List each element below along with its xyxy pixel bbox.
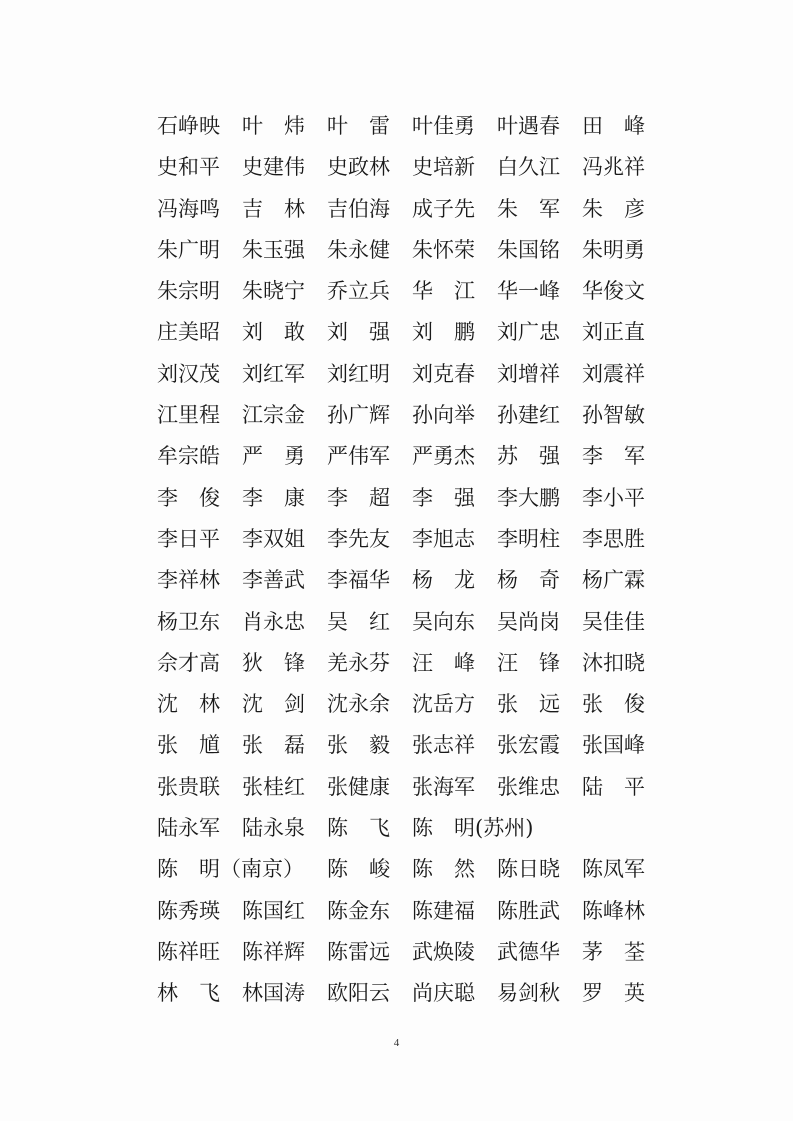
name-entry: 陈雷远 (327, 939, 390, 964)
name-row (157, 891, 657, 932)
name-entry: 成子先 (412, 196, 475, 221)
name-entry: 易剑秋 (497, 981, 560, 1006)
name-entry: 吴佳佳 (582, 609, 645, 634)
name-entry: 张 毅 (327, 733, 390, 758)
name-entry: 朱永健 (327, 237, 390, 262)
name-row (157, 684, 657, 725)
name-entry: 陆永军 (157, 816, 220, 841)
name-entry: 田 峰 (582, 114, 645, 138)
name-row (157, 973, 657, 1014)
name-entry: 江里程 (157, 403, 220, 428)
name-entry: 朱 军 (497, 196, 560, 221)
name-entry: 苏 强 (497, 444, 560, 469)
name-row (157, 849, 657, 890)
name-entry: 李善武 (242, 568, 305, 593)
name-entry: 华俊文 (582, 279, 645, 304)
name-row (157, 312, 657, 353)
name-entry: 陈国红 (242, 898, 305, 923)
name-entry: 刘 鹏 (412, 320, 475, 345)
name-row (157, 767, 657, 808)
name-entry: 牟宗皓 (157, 444, 220, 469)
name-row (157, 602, 657, 643)
name-entry: 朱宗明 (157, 279, 220, 304)
name-entry: 李明柱 (497, 526, 560, 551)
name-entry: 朱明勇 (582, 237, 645, 262)
name-entry: 史建伟 (242, 155, 305, 180)
name-entry: 佘才高 (157, 650, 220, 675)
name-entry: 史政林 (327, 155, 390, 180)
name-entry: 陈凤军 (582, 857, 645, 882)
name-entry: 张 磊 (242, 733, 305, 758)
name-entry: 陆 平 (582, 774, 645, 799)
name-entry: 沐扣晓 (582, 650, 645, 675)
name-entry: 刘克春 (412, 361, 475, 386)
name-entry: 汪 峰 (412, 650, 475, 675)
name-entry: 武焕陵 (412, 939, 475, 964)
name-entry: 杨广霖 (582, 568, 645, 593)
name-entry: 张宏霞 (497, 733, 560, 758)
name-entry: 冯海鸣 (157, 196, 220, 221)
name-row (157, 932, 657, 973)
name-entry: 叶 雷 (327, 114, 390, 138)
name-entry: 朱晓宁 (242, 279, 305, 304)
name-entry: 石峥映 (157, 114, 220, 138)
name-row (157, 189, 657, 230)
name-entry: 朱玉强 (242, 237, 305, 262)
name-entry: 林 飞 (157, 981, 220, 1006)
name-row (157, 478, 657, 519)
name-entry: 杨 龙 (412, 568, 475, 593)
name-entry: 朱 彦 (582, 196, 645, 221)
name-row (157, 519, 657, 560)
name-row (157, 106, 657, 147)
name-entry: 叶遇春 (497, 114, 560, 138)
name-entry: 张桂红 (242, 774, 305, 799)
name-entry: 刘正直 (582, 320, 645, 345)
name-entry: 刘震祥 (582, 361, 645, 386)
name-entry: 吴尚岗 (497, 609, 560, 634)
name-entry: 沈岳方 (412, 692, 475, 717)
name-entry: 史和平 (157, 155, 220, 180)
name-entry: 陈 明(苏州) (412, 816, 534, 841)
name-entry: 李 康 (242, 485, 305, 510)
name-entry: 林国涛 (242, 981, 305, 1006)
name-entry: 陈祥旺 (157, 939, 220, 964)
name-entry: 吉 林 (242, 196, 305, 221)
name-entry: 张 馗 (157, 733, 220, 758)
name-entry: 陈 然 (412, 857, 475, 882)
name-entry: 杨卫东 (157, 609, 220, 634)
name-entry: 罗 英 (582, 981, 645, 1006)
name-entry: 吴 红 (327, 609, 390, 634)
name-entry: 陈峰林 (582, 898, 645, 923)
name-entry: 李福华 (327, 568, 390, 593)
name-entry: 陈 飞 (327, 816, 390, 841)
name-entry: 李 强 (412, 485, 475, 510)
name-entry: 张贵联 (157, 774, 220, 799)
name-entry: 沈 林 (157, 692, 220, 717)
name-row (157, 725, 657, 766)
name-entry: 羌永芬 (327, 650, 390, 675)
name-entry: 李思胜 (582, 526, 645, 551)
name-entry: 刘 强 (327, 320, 390, 345)
name-entry: 陈 明（南京） (157, 857, 304, 882)
name-entry: 陈建福 (412, 898, 475, 923)
name-entry: 严 勇 (242, 444, 305, 469)
name-entry: 茅 荃 (582, 939, 645, 964)
name-entry: 孙向举 (412, 403, 475, 428)
name-entry: 张健康 (327, 774, 390, 799)
name-entry: 张海军 (412, 774, 475, 799)
name-entry: 陈金东 (327, 898, 390, 923)
name-entry: 严伟军 (327, 444, 390, 469)
name-row (157, 560, 657, 601)
name-entry: 李旭志 (412, 526, 475, 551)
name-entry: 刘增祥 (497, 361, 560, 386)
name-entry: 刘汉茂 (157, 361, 220, 386)
name-entry: 庄美昭 (157, 320, 220, 345)
name-row (157, 395, 657, 436)
page-number: 4 (393, 1037, 400, 1049)
name-entry: 陈胜武 (497, 898, 560, 923)
name-entry: 吉伯海 (327, 196, 390, 221)
name-entry: 白久江 (497, 155, 560, 180)
name-row (157, 230, 657, 271)
name-entry: 乔立兵 (327, 279, 390, 304)
name-entry: 孙广辉 (327, 403, 390, 428)
name-entry: 李双姐 (242, 526, 305, 551)
name-entry: 刘红军 (242, 361, 305, 386)
name-entry: 刘 敢 (242, 320, 305, 345)
name-entry: 李 军 (582, 444, 645, 469)
name-entry: 吴向东 (412, 609, 475, 634)
name-entry: 张 俊 (582, 692, 645, 717)
name-entry: 朱怀荣 (412, 237, 475, 262)
name-entry: 陆永泉 (242, 816, 305, 841)
name-entry: 李小平 (582, 485, 645, 510)
name-row (157, 147, 657, 188)
name-entry: 李先友 (327, 526, 390, 551)
name-entry: 李 超 (327, 485, 390, 510)
name-entry: 李大鹏 (497, 485, 560, 510)
name-entry: 欧阳云 (327, 981, 390, 1006)
name-entry: 李 俊 (157, 485, 220, 510)
name-row (157, 436, 657, 477)
name-entry: 陈秀瑛 (157, 898, 220, 923)
name-entry: 朱广明 (157, 237, 220, 262)
name-entry: 华一峰 (497, 279, 560, 304)
name-entry: 刘广忠 (497, 320, 560, 345)
name-row (157, 354, 657, 395)
name-entry: 汪 锋 (497, 650, 560, 675)
name-entry: 陈 峻 (327, 857, 390, 882)
name-list (157, 106, 657, 1015)
name-entry: 叶 炜 (242, 114, 305, 138)
name-entry: 沈 剑 (242, 692, 305, 717)
name-entry: 华 江 (412, 279, 475, 304)
name-row (157, 271, 657, 312)
name-entry: 朱国铭 (497, 237, 560, 262)
name-entry: 张国峰 (582, 733, 645, 758)
name-entry: 尚庆聪 (412, 981, 475, 1006)
name-entry: 冯兆祥 (582, 155, 645, 180)
name-entry: 狄 锋 (242, 650, 305, 675)
name-entry: 陈日晓 (497, 857, 560, 882)
name-entry: 孙建红 (497, 403, 560, 428)
name-entry: 杨 奇 (497, 568, 560, 593)
name-entry: 张志祥 (412, 733, 475, 758)
name-entry: 沈永余 (327, 692, 390, 717)
name-entry: 史培新 (412, 155, 475, 180)
name-entry: 李祥林 (157, 568, 220, 593)
name-entry: 武德华 (497, 939, 560, 964)
name-entry: 李日平 (157, 526, 220, 551)
name-entry: 严勇杰 (412, 444, 475, 469)
name-entry: 江宗金 (242, 403, 305, 428)
name-entry: 肖永忠 (242, 609, 305, 634)
name-entry: 张 远 (497, 692, 560, 717)
name-entry: 叶佳勇 (412, 114, 475, 138)
name-entry: 陈祥辉 (242, 939, 305, 964)
name-row (157, 808, 657, 849)
name-row (157, 643, 657, 684)
name-entry: 张维忠 (497, 774, 560, 799)
name-entry: 孙智敏 (582, 403, 645, 428)
name-entry: 刘红明 (327, 361, 390, 386)
